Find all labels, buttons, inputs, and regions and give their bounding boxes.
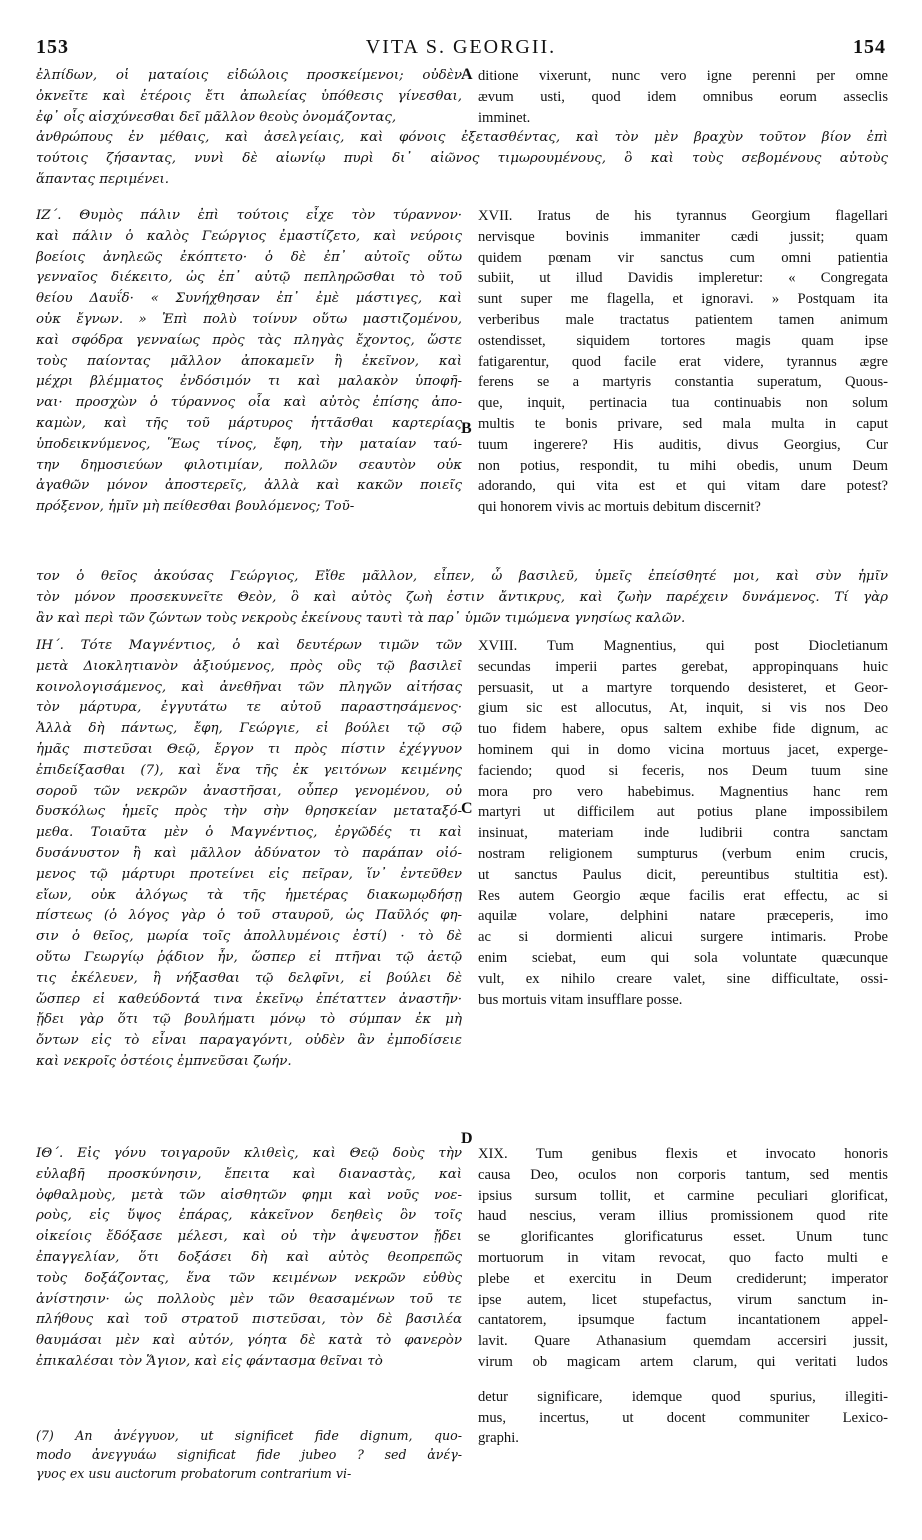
- text-line: cantatorem, ipsumque factum incantationem appel-: [478, 1312, 888, 1329]
- text-line: ἐπικαλέσαι τὸν Ἅγιον, καὶ εἰς φάντασμα θεῖναι τὸ: [36, 1353, 383, 1369]
- text-line: faciendo; quod si feceris, nos Deum tuum sine: [478, 762, 888, 779]
- text-line: subiit, ut illud Davidis impleretur: « Congregata: [478, 270, 888, 287]
- text-line: sunt super me flagella, et ignoravi. » Postquam ita: [478, 291, 888, 308]
- text-line: tuo fidem habere, opus saltem exhibe fide dignum, ac: [478, 721, 888, 738]
- text-line: fatigarentur, quod facile erat videre, tyrannus ægre: [478, 353, 888, 370]
- text-line: mortuorum in vitam revocat, quo facto multi e: [478, 1249, 888, 1266]
- text-line: τις ἐκέλευεν, ἢ νήξασθαι τῷ δελφῖνι, εἰ βούλει δὲ: [36, 970, 462, 986]
- margin-letter-a: A: [461, 66, 473, 83]
- latin-section-17: [478, 206, 888, 518]
- text-line: ἀνθρώπους ἐν μέθαις, καὶ ἀσελγείαις, καὶ φόνοις ἐξετασθέντας, καὶ τὸν μὲν βραχὺν τοῦτον βίον ἐπὶ: [36, 130, 888, 145]
- text-line: plebe et exercitu in Deum crediderunt; imperator: [478, 1270, 888, 1287]
- greek-section-19: [36, 1144, 462, 1373]
- text-line: que, inquit, pertinacia tua continuabis non solum: [478, 395, 888, 412]
- text-line: ἡμᾶς πιστεῦσαι Θεῷ, ἔργον τι πρὸς πίστιν ἐχέγγυον: [36, 741, 462, 757]
- text-line: ἐπιδείξασθαι (7), καὶ ἕνα τῆς ἐκ γειτόνων κειμένης: [36, 762, 462, 778]
- text-line: οἰκείοις ἔδόξασε μέλεσι, καὶ οὐ τὴν ἀψευστον ᾔδει: [36, 1229, 462, 1245]
- text-line: ditione vixerunt, nunc vero igne perenni per omne: [478, 68, 888, 84]
- text-line: Ἀλλὰ δὴ πάντως, ἔφη, Γεώργιε, εἰ βούλει τῷ σῷ: [36, 721, 462, 737]
- text-line: πλήθους καὶ τοῦ στρατοῦ πιστεῦσαι, τὸν δὲ βασιλέα: [36, 1312, 462, 1328]
- text-line: τοὺς δοξάζοντας, ἕνα τῶν κειμένων νεκρῶν εὐθὺς: [36, 1270, 462, 1286]
- text-line: καμὼν, καὶ τῆς τοῦ μάρτυρος ἡττᾶσθαι καρτερίας: [36, 415, 462, 431]
- text-line: gium sic est allocutus, At, inquit, si vis nos Deo: [478, 700, 888, 717]
- text-line: martyri ut difficilem aut potius plane impossibilem: [478, 804, 888, 821]
- footnote-7: [36, 1426, 462, 1483]
- margin-letter-d: D: [461, 1130, 473, 1147]
- text-line: ὀφθαλμοὺς, μετὰ τῶν αἰσθητῶν φημι καὶ νοῦς νοε-: [36, 1187, 462, 1203]
- text-line: ἀγαθῶν μόνον ἀποστερεῖς, ἀλλὰ καὶ κακῶν ποιεῖς: [36, 478, 462, 494]
- text-line: vult, ex nihilo creare valet, sine difficultate, ossi-: [478, 970, 888, 987]
- text-line: σοροῦ τῶν νεκρῶν ἀναστῆσαι, οὗπερ γενομένου, οὐ: [36, 783, 462, 799]
- text-line: ΙΖ΄. Θυμὸς πάλιν ἐπὶ τούτοις εἶχε τὸν τύραννον·: [36, 208, 462, 223]
- text-line: εἴων, οὐκ ἀλόγως τὰ τῆς ἡμετέρας διακωμῳδήσῃ: [36, 887, 462, 903]
- text-line: ὀκνεῖτε καὶ ἑτέροις ἔτι ἀπωλείας ὑπόθεσις γίνεσθαι,: [36, 88, 462, 104]
- text-line: ferens se a martyris constantia superatum, Quous-: [478, 374, 888, 391]
- text-line: εὐλαβῆ προσκύνησιν, ἔπειτα καὶ διαναστὰς, καὶ: [36, 1166, 462, 1182]
- text-line: non potius, respondit, tu mihi obedis, unum Deum: [478, 457, 888, 474]
- greek-section-17: [36, 206, 462, 518]
- text-line: mus, incertus, ut docent communiter Lexico-: [478, 1409, 888, 1426]
- text-line: quidem pœnam vir sanctus cum omni patientia: [478, 249, 888, 266]
- text-line: ᾔδει γὰρ ὅτι τῷ βουλήματι μόνῳ τὸ σύμπαν ἐκ μὴ: [36, 1012, 462, 1028]
- text-line: XIX. Tum genibus flexis et invocato honoris: [478, 1146, 888, 1162]
- page-number-right: 154: [853, 36, 886, 58]
- text-line: Res autem Georgio æque facilis erat effectu, ac si: [478, 887, 888, 904]
- running-header: [36, 36, 886, 62]
- latin-intro-column: [478, 66, 888, 128]
- text-line: ut sanctus Paulus dicit, pereuntibus stultitia est).: [478, 866, 888, 883]
- text-line: μετὰ Διοκλητιανὸν ἀξιούμενος, πρὸς οὓς τῷ βασιλεῖ: [36, 658, 462, 674]
- text-line: multis te bonis privare, sed mala multa in caput: [478, 415, 888, 432]
- text-line: ipse autem, licet stupefactus, virum sanctum in-: [478, 1291, 888, 1308]
- text-line: καὶ πάλιν ὁ καλὸς Γεώργιος ἐμαστίζετο, καὶ νεύροις: [36, 228, 462, 244]
- margin-letter-c: C: [461, 800, 473, 817]
- greek-intro-column: [36, 66, 462, 128]
- text-line: mora pro vero habebimus. Magnentius hanc rem: [478, 783, 888, 800]
- text-line: insinuat, materiam inde ludibrii contra sanctam: [478, 825, 888, 842]
- text-line: imminet.: [478, 109, 531, 126]
- greek-wide-continuation: [36, 567, 888, 629]
- text-line: οὐκ ἔγνων. » Ἐπὶ πολὺ τοίνυν οὕτω μαστιζομένου,: [36, 311, 462, 327]
- text-line: qui honorem vivis ac mortuis debitum discernit?: [478, 499, 761, 516]
- text-line: ævum usti, quod idem omnibus eorum asseclis: [478, 88, 888, 105]
- text-line: θείου Δαυΐδ· « Συνήχθησαν ἐπ᾽ ἐμὲ μάστιγες, καὶ: [36, 291, 462, 307]
- text-line: nostram religionem sumpturus (verbum enim crucis,: [478, 845, 888, 862]
- text-line: καὶ νεκροῖς ὀστέοις ἐμπνεῦσαι ζωήν.: [36, 1053, 292, 1069]
- text-line: ΙΘ΄. Εἰς γόνυ τοιγαροῦν κλιθεὶς, καὶ Θεῷ δοὺς τὴν: [36, 1146, 462, 1161]
- text-line: graphi.: [478, 1430, 519, 1447]
- text-line: modo ἀνεγγυάω significat fide jubeo ? sed ἀνέγ-: [36, 1447, 462, 1462]
- text-line: ac si dormienti alicui surgere intimaris. Probe: [478, 929, 888, 946]
- text-line: ostendisset, siquidem tortores magis quam ipse: [478, 332, 888, 349]
- text-line: detur significare, idemque quod spurius, illegiti-: [478, 1388, 888, 1405]
- text-line: σιν ὁ θεῖος, μωρία τοῖς ἀπολλυμένοις ἐστί) · τὸ δὲ: [36, 929, 462, 945]
- text-line: ἐπαγγελίαν, ὅτι δοξάσει δὴ καὶ αὐτὸς θεοπρεπῶς: [36, 1249, 462, 1265]
- text-line: XVII. Iratus de his tyrannus Georgium flagellari: [478, 208, 888, 224]
- text-line: τον ὁ θεῖος ἀκούσας Γεώργιος, Εἴθε μᾶλλον, εἶπεν, ὦ βασιλεῦ, ὑμεῖς ἐπείσθητέ μοι, καὶ σὺν ἡμῖν: [36, 569, 888, 584]
- text-line: adorando, qui vita est et qui vitam dare potest?: [478, 478, 888, 495]
- text-line: κοινολογισάμενος, καὶ ἀνεθῆναι τῶν πληγῶν αἰτήσας: [36, 679, 462, 695]
- latin-section-18: [478, 636, 888, 1010]
- text-line: ipsius sursum tollit, et carmine peculiari glorificat,: [478, 1187, 888, 1204]
- text-line: ὥσπερ εἰ καθεύδοντά τινα ἐκεῖνῳ ἐπέταττεν ἀναστῆν·: [36, 991, 462, 1007]
- text-line: τοὺς παίοντας μᾶλλον ἀποκαμεῖν ἢ ἐκεῖνον, καὶ: [36, 353, 462, 369]
- text-line: δυσάνυστον ἢ καὶ μᾶλλον ἀδύνατον τὸ παράπαν οἰό-: [36, 845, 462, 861]
- text-line: bus mortuis vitam insufflare posse.: [478, 991, 683, 1008]
- text-line: ἀνίστησιν· ὡς πολλοὺς μὲν τῶν θεασαμένων τοῦ τε: [36, 1291, 462, 1307]
- text-line: ἂν καὶ περὶ τῶν ζώντων τοὺς νεκροὺς ἐκείνους ταυτὶ τὰ παρ᾽ ὑμῶν τιμώμενα γνησίως καλῶν.: [36, 610, 686, 626]
- text-line: καὶ σφόδρα γενναίως πρὸς τὰς πληγὰς ἔχοντος, ὥστε: [36, 332, 462, 348]
- text-line: nervisque bovinis immaniter cædi jussit; quam: [478, 228, 888, 245]
- text-line: βοείοις ἀνηλεῶς ἐκόπτετο· ὁ δὲ ἐπ᾽ αὐτοῖς οὕτω: [36, 249, 462, 265]
- text-line: μενος τῷ μάρτυρι προτείνει εἰς πεῖραν, ἵν᾽ ἐντεῦθεν: [36, 866, 462, 882]
- text-line: την δημοσιεύων φιλοτιμίαν, πολλῶν σεαυτὸν οὐκ: [36, 457, 462, 473]
- text-line: τὸν μάρτυρα, ἐγγυτάτω τε αὐτοῦ παραστησάμενος·: [36, 700, 462, 716]
- text-line: hominem qui in domo vicina mortuus jacet, experge-: [478, 741, 888, 758]
- text-line: μέχρι βλέμματος ἐνδόσιμόν τι καὶ μαλακὸν ὑποφῆ-: [36, 374, 462, 390]
- text-line: ροὺς, εἰς ὕψος ἐπάρας, κἀκεῖνον δεηθεὶς ὃν τοῖς: [36, 1208, 462, 1224]
- text-line: ἐφ᾽ οἷς αἰσχύνεσθαι δεῖ μᾶλλον θεοὺς ὀνομάζοντας,: [36, 109, 397, 125]
- text-line: οὕτω Γεωργίῳ ῥᾴδιον ἦν, ὥσπερ εἰ πτῆναι τῷ ἀετῷ: [36, 949, 462, 965]
- text-line: aquilæ volare, delphini natare præceperis, imo: [478, 908, 888, 925]
- text-line: virum ob magicam artem clarum, qui veritati ludos: [478, 1353, 888, 1370]
- text-line: ὑποδεικνύμενος, Ἕως τίνος, ἔφη, τὴν ματαίαν ταύ-: [36, 436, 462, 452]
- text-line: XVIII. Tum Magnentius, qui post Diocletianum: [478, 638, 888, 654]
- text-line: ἐλπίδων, οἱ ματαίοις εἰδώλοις προσκείμενοι; οὐδὲν: [36, 68, 462, 83]
- text-line: causa Deo, oculos non corporis tantum, sed mentis: [478, 1166, 888, 1183]
- page-number-left: 153: [36, 36, 69, 58]
- text-line: persuasit, ut a martyre torquendo desisteret, et Geor-: [478, 679, 888, 696]
- greek-section-18: [36, 636, 462, 1073]
- text-line: verberibus male tractatus patientem tamen animum: [478, 311, 888, 328]
- greek-intro-wide: [36, 128, 888, 190]
- text-line: ΙΗ΄. Τότε Μαγνέντιος, ὁ καὶ δευτέρων τιμῶν τῶν: [36, 638, 462, 653]
- text-line: lavit. Quare Athanasium quemdam accersiri jussit,: [478, 1333, 888, 1350]
- text-line: δυσκόλως ἡμεῖς πρὸς τὴν σὴν θρησκείαν μεταταξό-: [36, 804, 462, 820]
- text-line: ὄντων εἰς τὸ εἶναι παραγαγόντι, οὐδὲν ἂν ἐμποδίσειε: [36, 1033, 462, 1049]
- text-line: ἅπαντας περιμένει.: [36, 171, 170, 187]
- text-line: γενναῖος διέκειτο, ὡς ἐπ᾽ αὐτῷ πεπληρῶσθαι τὸ τοῦ: [36, 270, 462, 286]
- text-line: γυος ex usu auctorum probatorum contrarium vi-: [36, 1466, 352, 1481]
- text-line: τὸν μόνον προσεκυνεῖτε Θεὸν, ὃ καὶ αὐτὸς ζωὴ ἐστιν ἄντικρυς, καὶ ζωὴν παρέχειν δυνάμενος. Τί γὰρ: [36, 589, 888, 605]
- text-line: πίστεως (ὁ λόγος γὰρ ὁ τοῦ σταυροῦ, ὡς Παῦλός φη-: [36, 908, 462, 924]
- latin-section-19: [478, 1144, 888, 1449]
- margin-letter-b: B: [461, 420, 472, 437]
- text-line: haud nescius, veram illius promissionem quod rite: [478, 1208, 888, 1225]
- text-line: τούτοις ζήσαντας, νυνὶ δὲ αἰωνίῳ πυρὶ δι᾽ αἰῶνος τιμωρουμένους, ὃ καὶ τοὺς σεβομένους αὐτοὺς: [36, 150, 888, 166]
- text-line: enim sciebat, eum qui sola voluntate quæcunque: [478, 949, 888, 966]
- text-line: secundas imperii partes gerebat, appropinquans huic: [478, 658, 888, 675]
- text-line: tuum ingerere? His auditis, divus Georgius, Cur: [478, 436, 888, 453]
- text-line: (7) An ἀνέγγυον, ut significet fide dignum, quo-: [36, 1428, 462, 1443]
- text-line: ναι· προσχὼν ὁ τύραννος οἷα καὶ αὐτὸς ἐπίσης ἀπο-: [36, 395, 462, 411]
- text-line: se glorificantes glorificaturus esset. Unum tunc: [478, 1229, 888, 1246]
- text-line: πρόξενον, ἡμῖν μὴ πείθεσθαι βουλόμενος; Τοῦ-: [36, 499, 355, 515]
- text-line: μεθα. Τοιαῦτα μὲν ὁ Μαγνέντιος, ἐργῶδές τι καὶ: [36, 825, 462, 841]
- running-title: VITA S. GEORGII.: [365, 36, 557, 58]
- text-line: θαυμάσαι μὲν καὶ αὐτόν, γόητα δὲ κατὰ τὸ φανερὸν: [36, 1333, 462, 1349]
